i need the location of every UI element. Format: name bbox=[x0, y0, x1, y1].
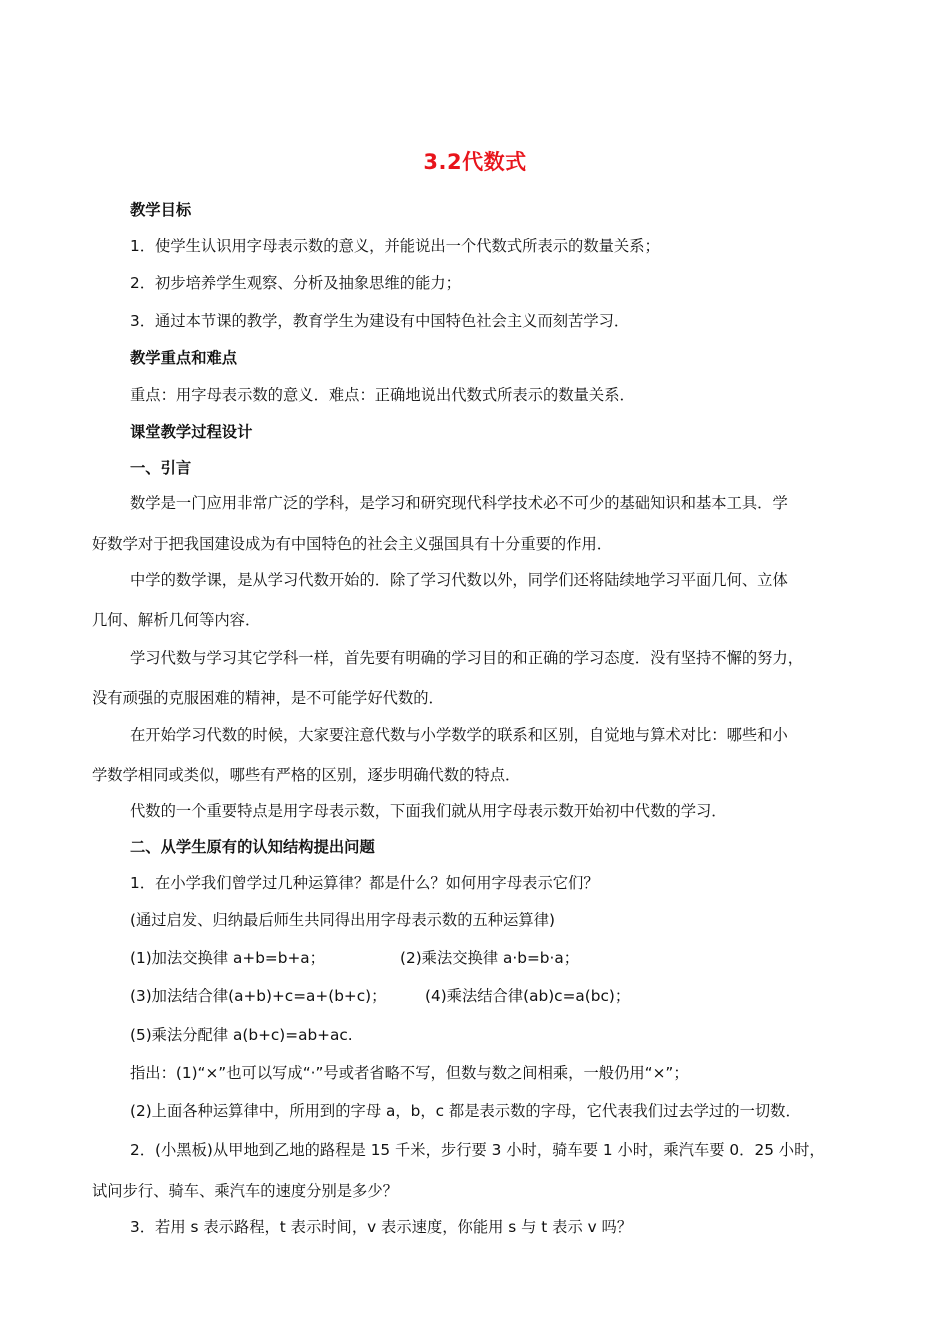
page-title: 3.2代数式 bbox=[423, 150, 527, 174]
question-3: 3．若用 s 表示路程，t 表示时间，v 表示速度，你能用 s 与 t 表示 v 吗？ bbox=[130, 1218, 633, 1236]
intro-paragraph-2-line-1: 中学的数学课，是从学习代数开始的．除了学习代数以外，同学们还将陆续地学习平面几何、立体 bbox=[130, 571, 788, 589]
intro-paragraph-4-line-2: 学数学相同或类似，哪些有严格的区别，逐步明确代数的特点． bbox=[92, 766, 521, 784]
intro-paragraph-2-line-2: 几何、解析几何等内容． bbox=[92, 611, 261, 629]
objective-1: 1．使学生认识用字母表示数的意义，并能说出一个代数式所表示的数量关系； bbox=[130, 237, 660, 255]
intro-paragraph-4-line-1: 在开始学习代数的时候，大家要注意代数与小学数学的联系和区别，自觉地与算术对比：哪些和小 bbox=[130, 726, 788, 744]
law-addition-commutative: (1)加法交换律 a+b=b+a； bbox=[130, 949, 325, 967]
intro-paragraph-5: 代数的一个重要特点是用字母表示数，下面我们就从用字母表示数开始初中代数的学习． bbox=[130, 802, 727, 820]
question-2-line-1: 2．(小黑板)从甲地到乙地的路程是 15 千米，步行要 3 小时，骑车要 1 小时，乘汽车要 0．25 小时， bbox=[130, 1141, 825, 1159]
section-heading-keypoints: 教学重点和难点 bbox=[130, 349, 238, 367]
intro-paragraph-3-line-1: 学习代数与学习其它学科一样，首先要有明确的学习目的和正确的学习态度．没有坚持不懈的努力， bbox=[130, 649, 804, 667]
intro-paragraph-1-line-1: 数学是一门应用非常广泛的学科，是学习和研究现代科学技术必不可少的基础知识和基本工具．学 bbox=[130, 494, 788, 512]
note-2: (2)上面各种运算律中，所用到的字母 a，b，c 都是表示数的字母，它代表我们过去学过的一切数． bbox=[130, 1102, 801, 1120]
objective-3: 3．通过本节课的教学，教育学生为建设有中国特色社会主义而刻苦学习． bbox=[130, 312, 630, 330]
law-distributive: (5)乘法分配律 a(b+c)=ab+ac. bbox=[130, 1026, 353, 1044]
section-heading-problem: 二、从学生原有的认知结构提出问题 bbox=[130, 838, 375, 856]
section-heading-intro: 一、引言 bbox=[130, 459, 192, 477]
law-multiplication-associative: (4)乘法结合律(ab)c=a(bc)； bbox=[425, 987, 631, 1005]
question-2-line-2: 试问步行、骑车、乘汽车的速度分别是多少？ bbox=[92, 1182, 398, 1200]
section-heading-process: 课堂教学过程设计 bbox=[130, 423, 253, 441]
intro-paragraph-3-line-2: 没有顽强的克服困难的精神，是不可能学好代数的． bbox=[92, 689, 444, 707]
keypoints-text: 重点：用字母表示数的意义．难点：正确地说出代数式所表示的数量关系． bbox=[130, 386, 635, 404]
question-1-note: (通过启发、归纳最后师生共同得出用字母表示数的五种运算律) bbox=[130, 911, 555, 929]
note-1: 指出：(1)“×”也可以写成“·”号或者省略不写，但数与数之间相乘，一般仍用“×”； bbox=[130, 1064, 689, 1082]
law-multiplication-commutative: (2)乘法交换律 a·b=b·a； bbox=[400, 949, 580, 967]
question-1: 1．在小学我们曾学过几种运算律？都是什么？如何用字母表示它们？ bbox=[130, 874, 599, 892]
objective-2: 2．初步培养学生观察、分析及抽象思维的能力； bbox=[130, 274, 461, 292]
intro-paragraph-1-line-2: 好数学对于把我国建设成为有中国特色的社会主义强国具有十分重要的作用． bbox=[92, 535, 613, 553]
section-heading-objectives: 教学目标 bbox=[130, 201, 192, 219]
law-addition-associative: (3)加法结合律(a+b)+c=a+(b+c)； bbox=[130, 987, 387, 1005]
